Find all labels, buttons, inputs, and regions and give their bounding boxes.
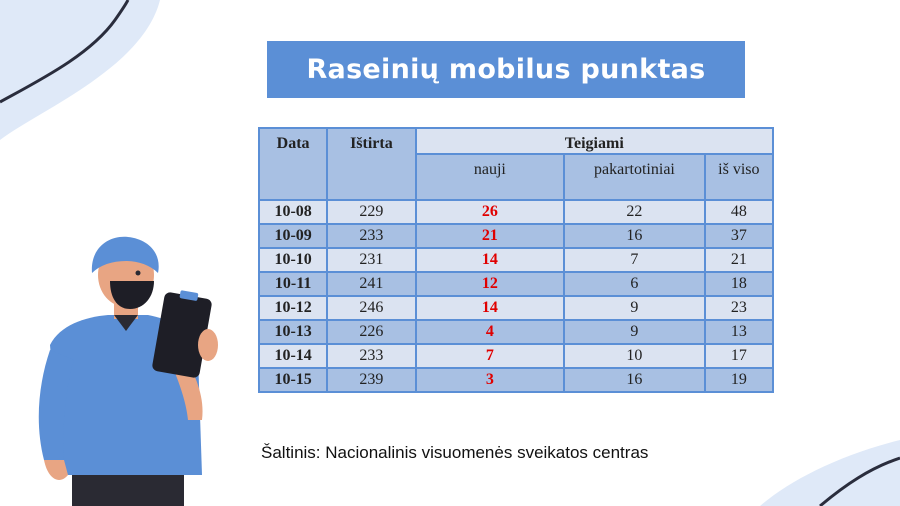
cell-repeat: 10 xyxy=(565,345,704,367)
top-left-blob xyxy=(0,0,160,140)
cell-total: 18 xyxy=(706,273,772,295)
cell-repeat: 16 xyxy=(565,225,704,247)
cell-repeat: 6 xyxy=(565,273,704,295)
right-hand xyxy=(198,329,218,361)
eye xyxy=(136,271,141,276)
cell-total: 17 xyxy=(706,345,772,367)
cell-tested: 229 xyxy=(328,201,414,223)
table-row xyxy=(260,321,772,343)
cell-tested: 246 xyxy=(328,297,414,319)
header-tested: Ištirta xyxy=(328,129,414,199)
cell-new: 26 xyxy=(417,201,564,223)
cell-total: 19 xyxy=(706,369,772,391)
cell-new: 4 xyxy=(417,321,564,343)
table-row xyxy=(260,249,772,271)
cell-date: 10-12 xyxy=(260,297,326,319)
cell-repeat: 22 xyxy=(565,201,704,223)
cell-total: 23 xyxy=(706,297,772,319)
cell-date: 10-10 xyxy=(260,249,326,271)
cell-date: 10-15 xyxy=(260,369,326,391)
cell-repeat: 16 xyxy=(565,369,704,391)
table-row xyxy=(260,225,772,247)
cell-repeat: 9 xyxy=(565,297,704,319)
cell-new: 14 xyxy=(417,249,564,271)
health-worker-with-clipboard-icon xyxy=(30,235,230,506)
cell-new: 3 xyxy=(417,369,564,391)
cell-date: 10-14 xyxy=(260,345,326,367)
cell-tested: 241 xyxy=(328,273,414,295)
cell-total: 13 xyxy=(706,321,772,343)
cell-repeat: 9 xyxy=(565,321,704,343)
header-total: iš viso xyxy=(706,155,772,199)
table-row xyxy=(260,345,772,367)
page-title: Raseinių mobilus punktas xyxy=(306,54,706,85)
title-banner xyxy=(267,41,745,98)
header-new: nauji xyxy=(417,155,564,199)
table-row xyxy=(260,273,772,295)
header-repeat: pakartotiniai xyxy=(565,155,704,199)
cell-new: 7 xyxy=(417,345,564,367)
cell-date: 10-11 xyxy=(260,273,326,295)
cell-total: 37 xyxy=(706,225,772,247)
cell-date: 10-09 xyxy=(260,225,326,247)
cell-total: 48 xyxy=(706,201,772,223)
cell-tested: 226 xyxy=(328,321,414,343)
table-row xyxy=(260,369,772,391)
header-positive: Teigiami xyxy=(417,129,772,153)
source-note: Šaltinis: Nacionalinis visuomenės sveikatos centras xyxy=(261,443,649,462)
cell-repeat: 7 xyxy=(565,249,704,271)
cell-tested: 233 xyxy=(328,225,414,247)
cell-new: 14 xyxy=(417,297,564,319)
cell-new: 12 xyxy=(417,273,564,295)
cell-tested: 239 xyxy=(328,369,414,391)
covid-test-table xyxy=(258,127,774,393)
cell-new: 21 xyxy=(417,225,564,247)
cell-date: 10-08 xyxy=(260,201,326,223)
pants xyxy=(72,475,184,506)
cell-tested: 233 xyxy=(328,345,414,367)
cell-tested: 231 xyxy=(328,249,414,271)
cell-total: 21 xyxy=(706,249,772,271)
cell-date: 10-13 xyxy=(260,321,326,343)
header-date: Data xyxy=(260,129,326,199)
left-hand xyxy=(44,460,68,480)
table-row xyxy=(260,201,772,223)
table-row xyxy=(260,297,772,319)
